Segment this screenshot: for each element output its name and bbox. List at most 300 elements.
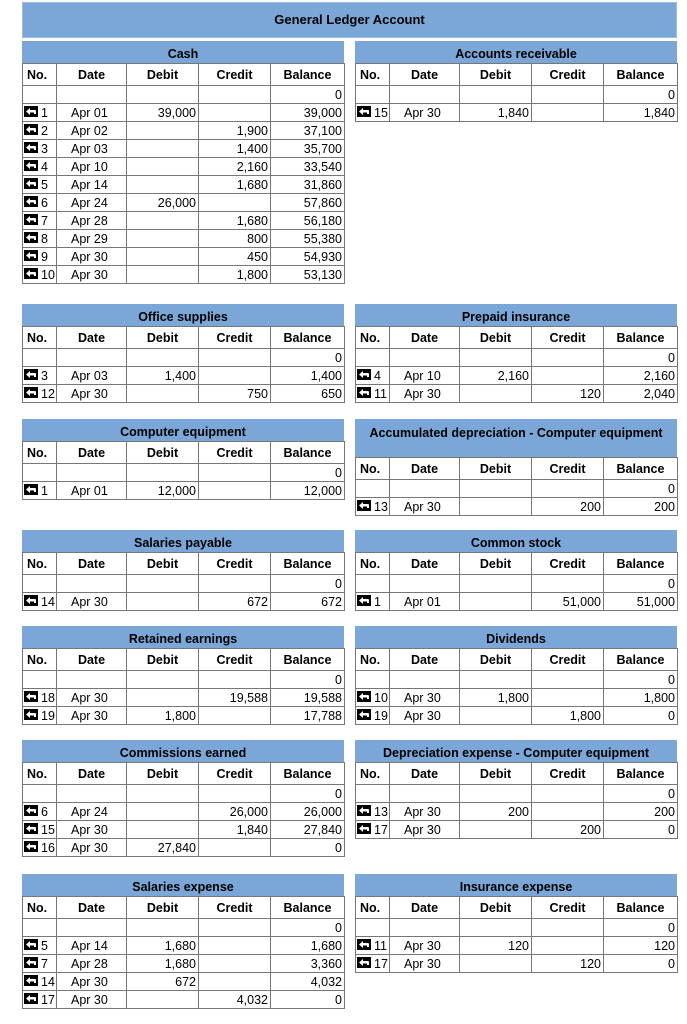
- col-header-debit: Debit: [460, 897, 532, 919]
- account-dividends: [355, 626, 677, 725]
- back-arrow-icon[interactable]: [357, 939, 371, 950]
- table-row: [356, 803, 678, 821]
- back-arrow-icon[interactable]: [24, 595, 38, 606]
- table-row: [23, 176, 345, 194]
- col-header-credit: Credit: [199, 897, 271, 919]
- account-commissions-earned: [22, 740, 344, 857]
- entry-number[interactable]: [23, 158, 57, 176]
- opening-row: [356, 480, 678, 498]
- opening-row: [356, 575, 678, 593]
- account-depreciation-expense: [355, 740, 677, 839]
- opening-balance: 0: [604, 671, 678, 689]
- entry-number[interactable]: [23, 803, 57, 821]
- account-insurance-expense: [355, 874, 677, 973]
- back-arrow-icon[interactable]: [24, 484, 38, 495]
- header-row: [356, 553, 678, 575]
- col-header-debit: Debit: [460, 64, 532, 86]
- account-cash: [22, 41, 344, 284]
- entry-number[interactable]: [23, 140, 57, 158]
- entry-number[interactable]: [356, 955, 390, 973]
- col-header-balance: Balance: [604, 897, 678, 919]
- col-header-date: Date: [57, 327, 127, 349]
- entry-debit: [127, 593, 199, 611]
- col-header-date: Date: [57, 897, 127, 919]
- entry-date: Apr 30: [390, 707, 460, 725]
- col-header-date: Date: [57, 553, 127, 575]
- table-row: [356, 498, 678, 516]
- entry-credit: 450: [199, 248, 271, 266]
- table-row: [23, 367, 345, 385]
- entry-number[interactable]: [23, 122, 57, 140]
- entry-balance: 1,800: [604, 689, 678, 707]
- opening-row: [23, 671, 345, 689]
- entry-balance: 53,130: [271, 266, 345, 284]
- table-row: [23, 955, 345, 973]
- entry-credit: [199, 955, 271, 973]
- opening-balance: 0: [271, 575, 345, 593]
- col-header-date: Date: [57, 64, 127, 86]
- entry-date: Apr 14: [57, 937, 127, 955]
- ledger-table: [22, 648, 345, 725]
- col-header-debit: Debit: [460, 553, 532, 575]
- col-header-no: No.: [356, 763, 390, 785]
- entry-number[interactable]: [23, 937, 57, 955]
- back-arrow-icon[interactable]: [24, 805, 38, 816]
- entry-date: Apr 30: [57, 593, 127, 611]
- table-row: [23, 266, 345, 284]
- account-title: Prepaid insurance: [355, 304, 677, 326]
- entry-debit: [460, 498, 532, 516]
- back-arrow-icon[interactable]: [357, 709, 371, 720]
- back-arrow-icon[interactable]: [357, 691, 371, 702]
- ledger-table: [355, 63, 678, 122]
- ledger-table: [355, 762, 678, 839]
- col-header-balance: Balance: [604, 327, 678, 349]
- entry-balance: 37,100: [271, 122, 345, 140]
- entry-number-text: 13: [374, 804, 388, 819]
- entry-number-text: 1: [374, 594, 381, 609]
- entry-credit: 1,680: [199, 176, 271, 194]
- entry-number-text: 11: [374, 938, 387, 953]
- account-retained-earnings: [22, 626, 344, 725]
- entry-number[interactable]: [23, 593, 57, 611]
- entry-number[interactable]: [356, 385, 390, 403]
- account-title: Office supplies: [22, 304, 344, 326]
- entry-number-text: 4: [41, 159, 48, 174]
- back-arrow-icon[interactable]: [24, 142, 38, 153]
- entry-date: Apr 30: [57, 991, 127, 1009]
- opening-balance: 0: [604, 349, 678, 367]
- table-row: [23, 991, 345, 1009]
- account-title: Salaries expense: [22, 874, 344, 896]
- col-header-debit: Debit: [127, 327, 199, 349]
- entry-debit: [127, 803, 199, 821]
- entry-date: Apr 30: [390, 498, 460, 516]
- entry-number-text: 14: [41, 594, 55, 609]
- header-row: [356, 763, 678, 785]
- entry-number[interactable]: [356, 593, 390, 611]
- entry-number[interactable]: [356, 803, 390, 821]
- col-header-no: No.: [23, 442, 57, 464]
- entry-number[interactable]: [23, 212, 57, 230]
- col-header-no: No.: [356, 458, 390, 480]
- account-salaries-expense: [22, 874, 344, 1009]
- back-arrow-icon[interactable]: [357, 957, 371, 968]
- col-header-debit: Debit: [127, 64, 199, 86]
- entry-balance: 26,000: [271, 803, 345, 821]
- entry-credit: [199, 482, 271, 500]
- col-header-balance: Balance: [604, 458, 678, 480]
- entry-credit: 200: [532, 498, 604, 516]
- opening-balance: 0: [604, 86, 678, 104]
- col-header-debit: Debit: [460, 649, 532, 671]
- col-header-debit: Debit: [460, 327, 532, 349]
- entry-date: Apr 30: [57, 839, 127, 857]
- ledger-table: [22, 63, 345, 284]
- col-header-date: Date: [390, 649, 460, 671]
- back-arrow-icon[interactable]: [24, 993, 38, 1004]
- entry-number-text: 3: [41, 141, 48, 156]
- entry-credit: [532, 104, 604, 122]
- back-arrow-icon[interactable]: [24, 268, 38, 279]
- entry-credit: [199, 707, 271, 725]
- entry-number-text: 6: [41, 804, 48, 819]
- col-header-credit: Credit: [532, 327, 604, 349]
- opening-row: [23, 464, 345, 482]
- entry-credit: 26,000: [199, 803, 271, 821]
- header-row: [23, 763, 345, 785]
- account-salaries-payable: [22, 530, 344, 611]
- entry-number[interactable]: [23, 973, 57, 991]
- entry-number-text: 16: [41, 840, 55, 855]
- col-header-balance: Balance: [604, 64, 678, 86]
- entry-number-text: 18: [41, 690, 55, 705]
- entry-number[interactable]: [23, 176, 57, 194]
- col-header-credit: Credit: [199, 763, 271, 785]
- col-header-debit: Debit: [127, 553, 199, 575]
- entry-number[interactable]: [23, 955, 57, 973]
- account-accumulated-depreciation: [355, 419, 677, 516]
- account-title: Accounts receivable: [355, 41, 677, 63]
- table-row: [23, 194, 345, 212]
- entry-credit: [532, 803, 604, 821]
- entry-number[interactable]: [23, 367, 57, 385]
- back-arrow-icon[interactable]: [357, 106, 371, 117]
- opening-balance: 0: [271, 785, 345, 803]
- table-row: [23, 212, 345, 230]
- entry-date: Apr 30: [390, 803, 460, 821]
- entry-credit: 1,800: [199, 266, 271, 284]
- back-arrow-icon[interactable]: [24, 841, 38, 852]
- table-row: [356, 707, 678, 725]
- entry-date: Apr 03: [57, 367, 127, 385]
- entry-debit: 39,000: [127, 104, 199, 122]
- entry-debit: 1,800: [460, 689, 532, 707]
- entry-number[interactable]: [356, 367, 390, 385]
- entry-date: Apr 30: [390, 955, 460, 973]
- entry-number[interactable]: [23, 707, 57, 725]
- col-header-credit: Credit: [199, 649, 271, 671]
- entry-credit: [532, 367, 604, 385]
- entry-balance: 55,380: [271, 230, 345, 248]
- entry-number[interactable]: [23, 266, 57, 284]
- entry-number-text: 5: [41, 938, 48, 953]
- back-arrow-icon[interactable]: [24, 823, 38, 834]
- entry-number-text: 4: [374, 368, 381, 383]
- opening-balance: 0: [604, 919, 678, 937]
- entry-number-text: 17: [374, 956, 388, 971]
- entry-credit: 200: [532, 821, 604, 839]
- entry-balance: 1,400: [271, 367, 345, 385]
- col-header-credit: Credit: [199, 553, 271, 575]
- entry-number[interactable]: [23, 991, 57, 1009]
- entry-credit: 120: [532, 385, 604, 403]
- entry-credit: [199, 104, 271, 122]
- col-header-credit: Credit: [532, 64, 604, 86]
- entry-number[interactable]: [356, 498, 390, 516]
- col-header-no: No.: [23, 553, 57, 575]
- entry-number-text: 14: [41, 974, 55, 989]
- entry-debit: [460, 593, 532, 611]
- entry-debit: 1,680: [127, 937, 199, 955]
- table-row: [23, 248, 345, 266]
- entry-date: Apr 01: [57, 482, 127, 500]
- col-header-date: Date: [57, 649, 127, 671]
- opening-balance: 0: [604, 480, 678, 498]
- entry-number[interactable]: [356, 821, 390, 839]
- entry-debit: 27,840: [127, 839, 199, 857]
- table-row: [23, 158, 345, 176]
- back-arrow-icon[interactable]: [24, 387, 38, 398]
- col-header-balance: Balance: [271, 897, 345, 919]
- ledger-table: [355, 457, 678, 516]
- col-header-no: No.: [356, 649, 390, 671]
- back-arrow-icon[interactable]: [24, 124, 38, 135]
- opening-balance: 0: [271, 86, 345, 104]
- entry-debit: 1,400: [127, 367, 199, 385]
- entry-date: Apr 30: [390, 821, 460, 839]
- entry-credit: [199, 839, 271, 857]
- entry-date: Apr 30: [57, 248, 127, 266]
- entry-number[interactable]: [23, 194, 57, 212]
- table-row: [23, 707, 345, 725]
- entry-credit: 1,840: [199, 821, 271, 839]
- table-row: [23, 482, 345, 500]
- entry-debit: 120: [460, 937, 532, 955]
- table-row: [356, 689, 678, 707]
- entry-balance: 0: [604, 707, 678, 725]
- entry-number[interactable]: [356, 104, 390, 122]
- entry-number[interactable]: [23, 385, 57, 403]
- entry-debit: [460, 821, 532, 839]
- table-row: [23, 937, 345, 955]
- entry-number[interactable]: [23, 104, 57, 122]
- entry-date: Apr 01: [57, 104, 127, 122]
- entry-date: Apr 30: [57, 689, 127, 707]
- entry-number[interactable]: [23, 821, 57, 839]
- back-arrow-icon[interactable]: [24, 106, 38, 117]
- back-arrow-icon[interactable]: [24, 196, 38, 207]
- opening-balance: 0: [271, 464, 345, 482]
- entry-date: Apr 30: [390, 689, 460, 707]
- back-arrow-icon[interactable]: [24, 957, 38, 968]
- entry-number-text: 1: [41, 483, 48, 498]
- entry-debit: [460, 707, 532, 725]
- entry-date: Apr 30: [57, 266, 127, 284]
- entry-date: Apr 29: [57, 230, 127, 248]
- back-arrow-icon[interactable]: [357, 805, 371, 816]
- col-header-credit: Credit: [532, 897, 604, 919]
- table-row: [356, 821, 678, 839]
- header-row: [356, 897, 678, 919]
- entry-number-text: 17: [374, 822, 388, 837]
- entry-number[interactable]: [23, 839, 57, 857]
- entry-number[interactable]: [23, 248, 57, 266]
- back-arrow-icon[interactable]: [24, 178, 38, 189]
- col-header-debit: Debit: [127, 442, 199, 464]
- entry-credit: 1,900: [199, 122, 271, 140]
- col-header-no: No.: [23, 897, 57, 919]
- entry-number-text: 6: [41, 195, 48, 210]
- col-header-date: Date: [390, 327, 460, 349]
- entry-balance: 0: [604, 955, 678, 973]
- col-header-balance: Balance: [271, 64, 345, 86]
- entry-balance: 2,160: [604, 367, 678, 385]
- entry-credit: 2,160: [199, 158, 271, 176]
- entry-date: Apr 10: [57, 158, 127, 176]
- entry-number[interactable]: [356, 689, 390, 707]
- back-arrow-icon[interactable]: [24, 709, 38, 720]
- entry-number-text: 10: [41, 267, 55, 282]
- table-row: [23, 593, 345, 611]
- entry-credit: [532, 689, 604, 707]
- back-arrow-icon[interactable]: [24, 214, 38, 225]
- entry-balance: 31,860: [271, 176, 345, 194]
- back-arrow-icon[interactable]: [357, 387, 371, 398]
- entry-debit: 1,840: [460, 104, 532, 122]
- entry-credit: [199, 367, 271, 385]
- col-header-debit: Debit: [460, 458, 532, 480]
- entry-number[interactable]: [356, 937, 390, 955]
- col-header-credit: Credit: [532, 763, 604, 785]
- entry-date: Apr 30: [390, 385, 460, 403]
- entry-date: Apr 01: [390, 593, 460, 611]
- entry-balance: 35,700: [271, 140, 345, 158]
- entry-number-text: 13: [374, 499, 388, 514]
- table-row: [23, 122, 345, 140]
- back-arrow-icon[interactable]: [24, 232, 38, 243]
- back-arrow-icon[interactable]: [24, 691, 38, 702]
- entry-number[interactable]: [356, 707, 390, 725]
- back-arrow-icon[interactable]: [24, 160, 38, 171]
- entry-number[interactable]: [23, 482, 57, 500]
- table-row: [356, 385, 678, 403]
- back-arrow-icon[interactable]: [357, 823, 371, 834]
- entry-number-text: 8: [41, 231, 48, 246]
- entry-credit: 1,800: [532, 707, 604, 725]
- back-arrow-icon[interactable]: [24, 975, 38, 986]
- col-header-balance: Balance: [271, 553, 345, 575]
- back-arrow-icon[interactable]: [24, 939, 38, 950]
- account-common-stock: [355, 530, 677, 611]
- entry-credit: 120: [532, 955, 604, 973]
- col-header-no: No.: [356, 897, 390, 919]
- back-arrow-icon[interactable]: [357, 369, 371, 380]
- header-row: [356, 649, 678, 671]
- header-row: [23, 553, 345, 575]
- table-row: [23, 140, 345, 158]
- entry-balance: 200: [604, 803, 678, 821]
- opening-row: [23, 785, 345, 803]
- opening-row: [356, 86, 678, 104]
- entry-number-text: 15: [41, 822, 55, 837]
- ledger-table: [355, 326, 678, 403]
- ledger-title: General Ledger Account: [22, 2, 677, 38]
- entry-balance: 0: [271, 839, 345, 857]
- back-arrow-icon[interactable]: [357, 595, 371, 606]
- back-arrow-icon[interactable]: [357, 500, 371, 511]
- col-header-balance: Balance: [271, 442, 345, 464]
- account-title: Accumulated depreciation - Computer equipment: [355, 419, 677, 457]
- col-header-no: No.: [23, 327, 57, 349]
- entry-balance: 650: [271, 385, 345, 403]
- header-row: [23, 897, 345, 919]
- col-header-no: No.: [23, 64, 57, 86]
- ledger-table: [22, 552, 345, 611]
- entry-balance: 1,680: [271, 937, 345, 955]
- col-header-credit: Credit: [199, 64, 271, 86]
- entry-debit: 672: [127, 973, 199, 991]
- ledger-table: [22, 441, 345, 500]
- entry-date: Apr 30: [57, 385, 127, 403]
- entry-date: Apr 24: [57, 194, 127, 212]
- entry-date: Apr 30: [57, 821, 127, 839]
- entry-debit: 26,000: [127, 194, 199, 212]
- account-title: Dividends: [355, 626, 677, 648]
- entry-balance: 3,360: [271, 955, 345, 973]
- account-title: Commissions earned: [22, 740, 344, 762]
- entry-number[interactable]: [23, 230, 57, 248]
- table-row: [356, 367, 678, 385]
- header-row: [23, 64, 345, 86]
- back-arrow-icon[interactable]: [24, 369, 38, 380]
- entry-debit: [127, 689, 199, 707]
- opening-balance: 0: [604, 575, 678, 593]
- opening-balance: 0: [604, 785, 678, 803]
- ledger-table: [355, 896, 678, 973]
- entry-credit: 4,032: [199, 991, 271, 1009]
- entry-balance: 56,180: [271, 212, 345, 230]
- entry-number[interactable]: [23, 689, 57, 707]
- back-arrow-icon[interactable]: [24, 250, 38, 261]
- entry-debit: [127, 991, 199, 1009]
- col-header-balance: Balance: [271, 327, 345, 349]
- account-title: Common stock: [355, 530, 677, 552]
- opening-row: [23, 575, 345, 593]
- col-header-date: Date: [57, 763, 127, 785]
- entry-credit: [199, 194, 271, 212]
- opening-row: [356, 671, 678, 689]
- table-row: [23, 689, 345, 707]
- entry-debit: 200: [460, 803, 532, 821]
- entry-number-text: 19: [374, 708, 388, 723]
- entry-credit: 1,680: [199, 212, 271, 230]
- entry-balance: 1,840: [604, 104, 678, 122]
- table-row: [356, 955, 678, 973]
- entry-balance: 2,040: [604, 385, 678, 403]
- col-header-debit: Debit: [127, 897, 199, 919]
- col-header-balance: Balance: [604, 553, 678, 575]
